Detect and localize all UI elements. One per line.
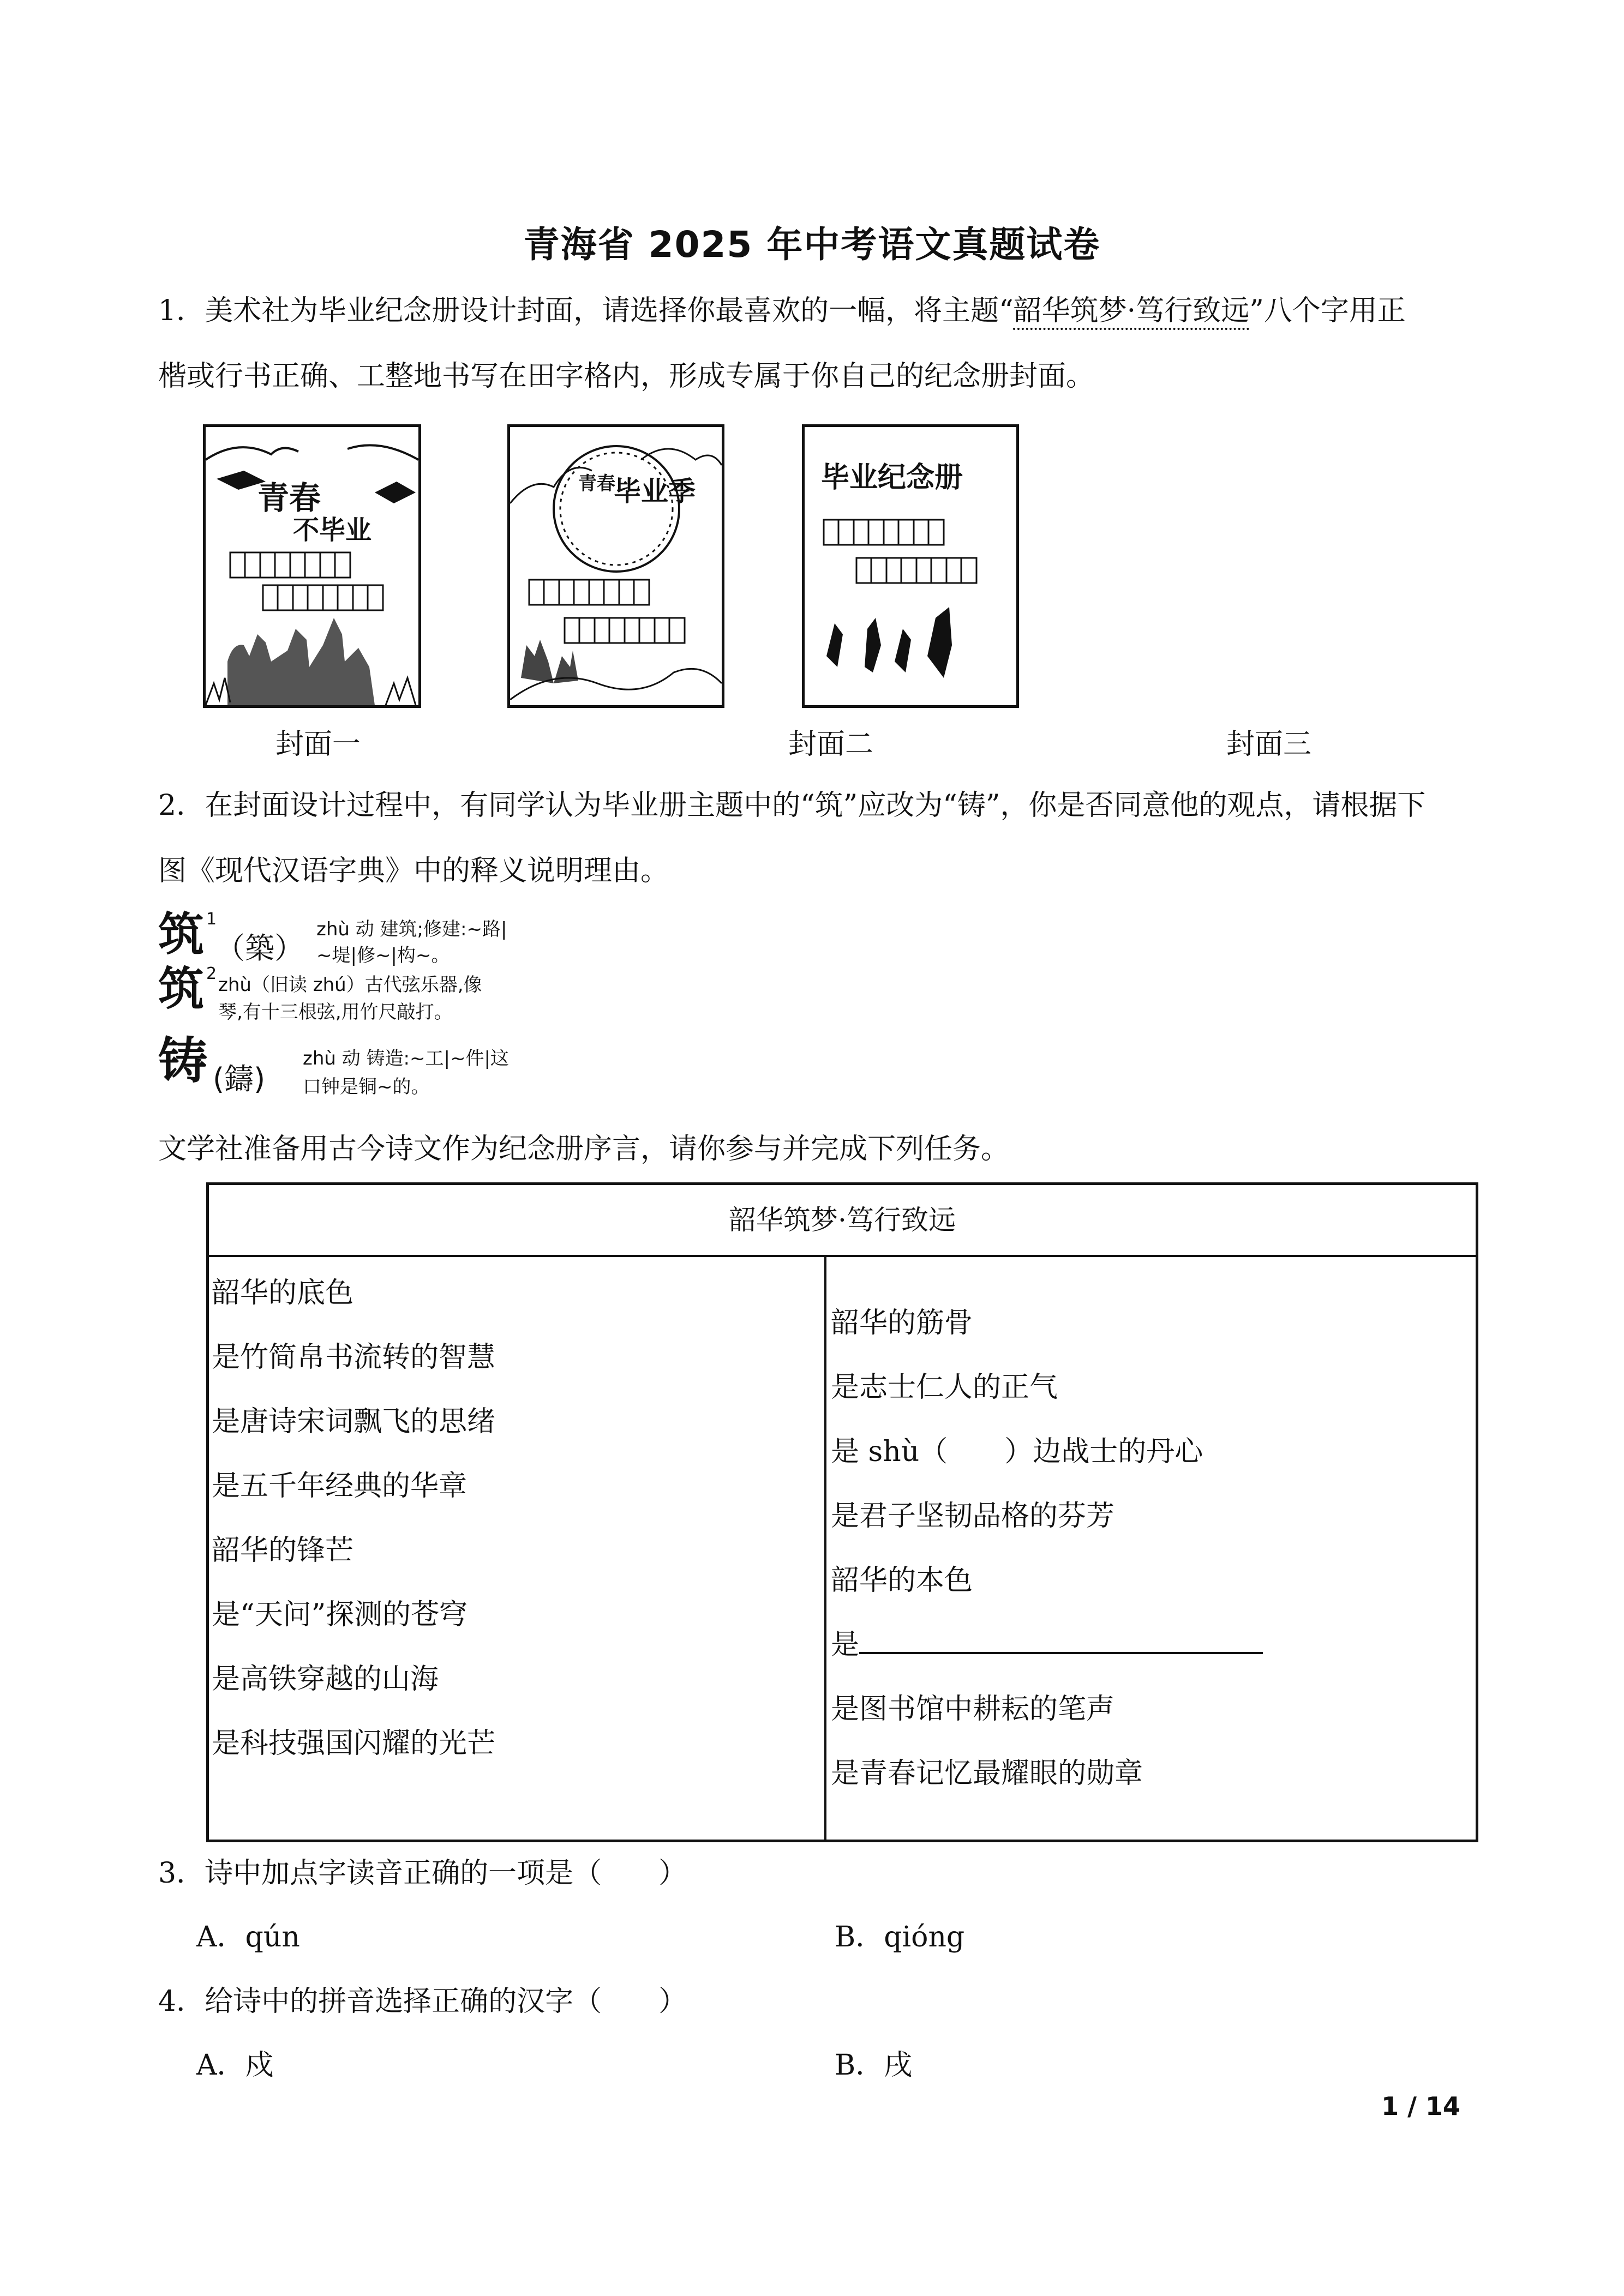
poem-right-line: 是 [831, 1628, 860, 1661]
dictionary-excerpt [158, 907, 616, 1111]
cover-one-text-a: 青春 [257, 479, 321, 516]
q3-stem: 3．诗中加点字读音正确的一项是（ ） [158, 1857, 687, 1890]
poem-right-line: 是志士仁人的正气 [831, 1371, 1058, 1404]
dict-def-2a: zhù（旧读 zhú）古代弦乐器,像 [218, 974, 482, 996]
poem-left-line: 是高铁穿越的山海 [212, 1663, 439, 1696]
dict-def-1b: ~堤|修~|构~。 [316, 945, 450, 966]
poem-left-line: 是竹简帛书流转的智慧 [212, 1341, 496, 1374]
poem-divider [824, 1255, 826, 1840]
jumping-students-silhouette [826, 607, 952, 678]
poem-right-blank-line [831, 1621, 1263, 1662]
q4-stem: 4．给诗中的拼音选择正确的汉字（ ） [158, 1985, 687, 2018]
q1-line-1 [158, 294, 1406, 327]
students-silhouette [521, 640, 578, 683]
q3-option-a[interactable]: A．qún [196, 1921, 300, 1954]
dict-char-zhu1: 筑 [158, 907, 205, 961]
cover-two-text-b: 毕业季 [614, 476, 696, 507]
cover-one-caption: 封面一 [275, 728, 361, 761]
dict-def-1a: zhù 动 建筑;修建:~路| [316, 918, 507, 940]
poem-right-line: 是图书馆中耕耘的笔声 [831, 1693, 1115, 1726]
poem-header: 韶华筑梦·笃行致远 [209, 1185, 1476, 1257]
dict-def-3a: zhù 动 铸造:~工|~件|这 [303, 1048, 509, 1069]
writing-grid [230, 552, 383, 610]
dict-char-zhu2: 筑 [158, 962, 205, 1015]
q1-line-2: 楷或行书正确、工整地书写在田字格内，形成专属于你自己的纪念册封面。 [158, 360, 1095, 393]
cover-two-art [510, 427, 722, 705]
poem-right-line: 是君子坚韧品格的芬芳 [831, 1500, 1115, 1532]
writing-grid [824, 520, 976, 583]
poem-left-line: 是“天问”探测的苍穹 [212, 1598, 468, 1631]
writing-grid [529, 580, 685, 643]
dict-sup-2: 2 [206, 964, 217, 983]
page-number: 1 / 14 [1381, 2091, 1460, 2121]
dict-trad-3: (鑄) [213, 1062, 266, 1096]
poem-left-line: 是科技强国闪耀的光芒 [212, 1727, 496, 1760]
cover-three-art [805, 427, 1016, 705]
q3-option-b[interactable]: B．qióng [835, 1921, 965, 1954]
cover-one-art [206, 427, 418, 705]
q2-line-2: 图《现代汉语字典》中的释义说明理由。 [158, 855, 669, 887]
dict-trad-1: （築） [215, 931, 304, 965]
cover-one-text-b: 不毕业 [293, 515, 372, 545]
dict-def-2b: 琴,有十三根弦,用竹尺敲打。 [218, 1001, 453, 1023]
cover-three-caption: 封面三 [1226, 728, 1312, 761]
cover-three-text-a: 毕业纪念册 [821, 461, 963, 494]
poem-right-line: 是青春记忆最耀眼的勋章 [831, 1757, 1143, 1790]
poem-right-line: 韶华的筋骨 [831, 1307, 973, 1339]
q4-option-a[interactable]: A．戍 [196, 2049, 274, 2082]
poem-left-line: 是五千年经典的华章 [212, 1470, 468, 1502]
poem-left-line: 韶华的锋芒 [212, 1534, 354, 1567]
dict-def-3b: 口钟是铜~的。 [303, 1076, 430, 1098]
page-title: 青海省 2025 年中考语文真题试卷 [523, 224, 1101, 266]
poem-left-line: 是唐诗宋词飘飞的思绪 [212, 1405, 496, 1438]
cover-two-caption: 封面二 [788, 728, 874, 761]
grad-cap-icon [375, 482, 416, 503]
cover-two-text-a: 青春 [578, 473, 615, 495]
poem-right-line: 韶华的本色 [831, 1564, 973, 1597]
q4-option-b[interactable]: B．戌 [835, 2049, 913, 2082]
intro-line: 文学社准备用古今诗文作为纪念册序言，请你参与并完成下列任务。 [158, 1133, 1010, 1165]
answer-blank[interactable] [859, 1626, 1263, 1654]
dict-char-zhu3: 铸 [158, 1032, 207, 1090]
cover-one-image [203, 424, 421, 708]
cover-three-image [802, 424, 1019, 708]
q1-text-post: ”八个字用正 [1249, 294, 1406, 327]
dict-sup-1: 1 [206, 910, 217, 929]
q2-line-1: 2．在封面设计过程中，有同学认为毕业册主题中的“筑”应改为“铸”，你是否同意他的观点，请根据下 [158, 789, 1426, 822]
q1-text-pre: 1．美术社为毕业纪念册设计封面，请选择你最喜欢的一幅，将主题“ [158, 294, 1014, 327]
poem-left-line: 韶华的底色 [212, 1277, 354, 1309]
q1-theme: 韶华筑梦·笃行致远 [1013, 294, 1250, 327]
poem-right-line: 是 shù（ ）边战士的丹心 [831, 1435, 1203, 1468]
students-silhouette [227, 618, 375, 705]
cover-two-image [507, 424, 724, 708]
poem-table [206, 1182, 1478, 1842]
